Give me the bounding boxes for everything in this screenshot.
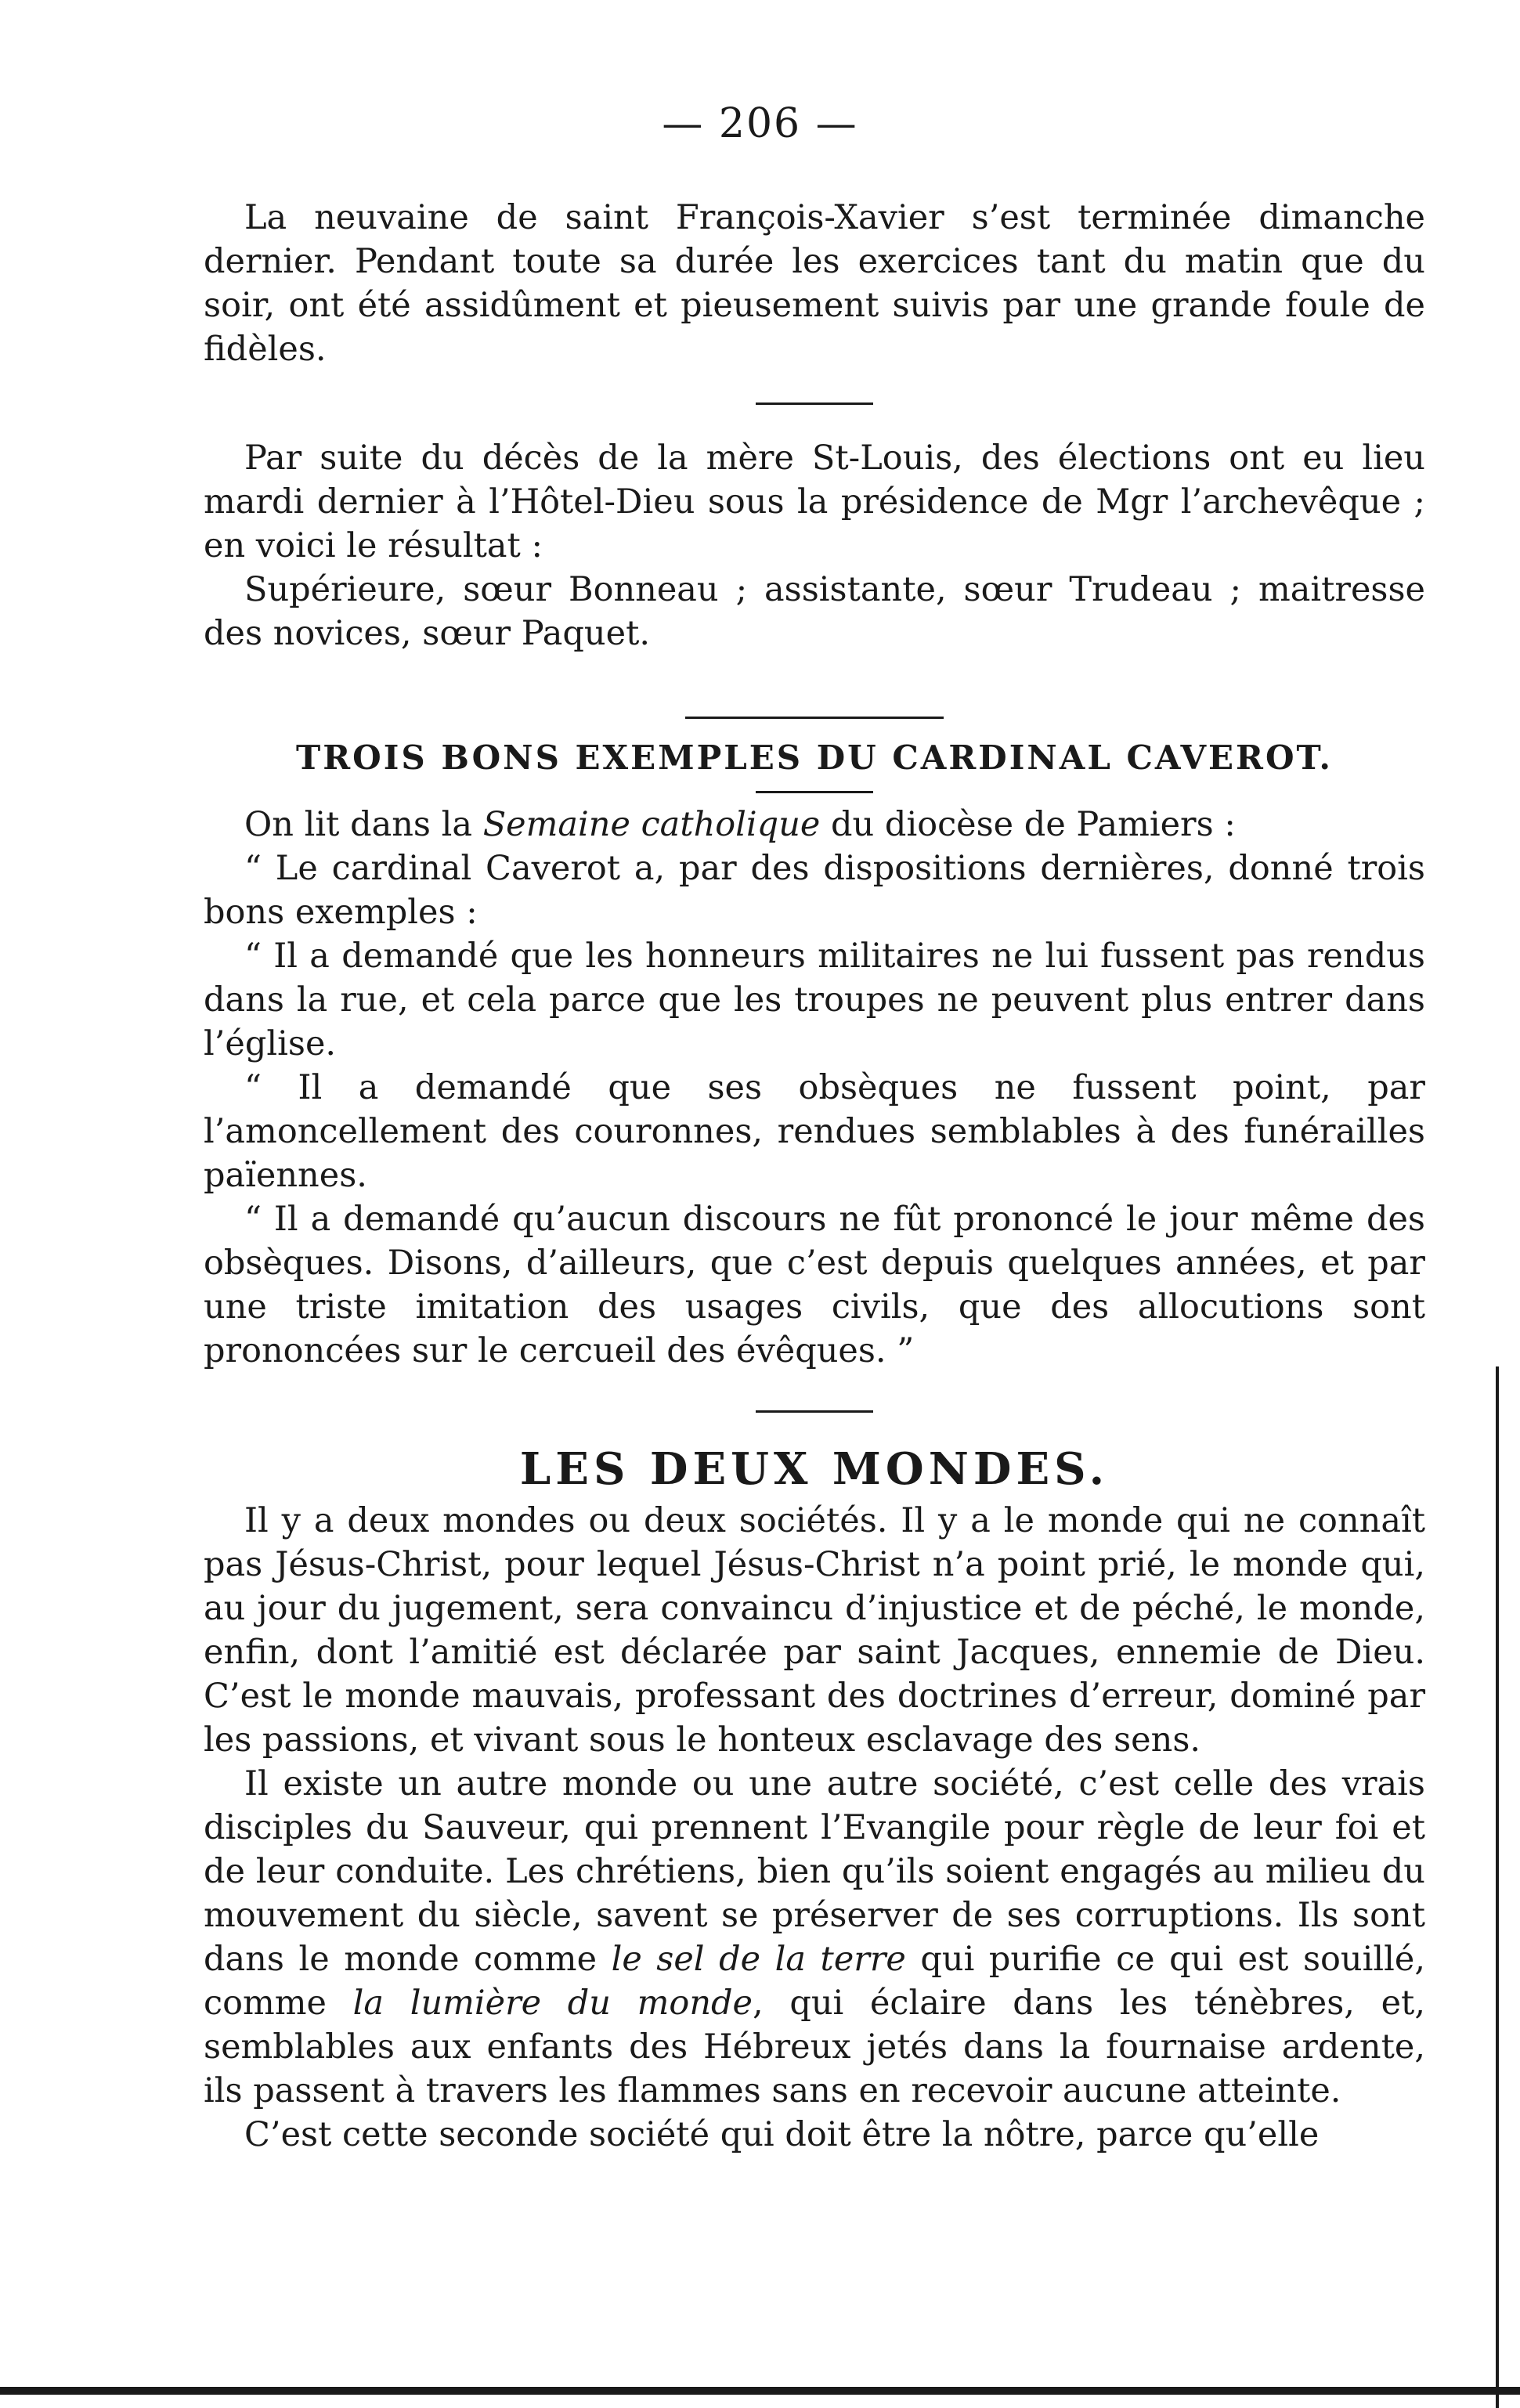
paragraph-first-world: Il y a deux mondes ou deux sociétés. Il y a le monde qui ne connaît pas Jésus-Christ, pour lequel Jésus-Christ n’a point prié, le monde qui, au jour du jugement, sera convaincu d’injustice et de péché, le monde, enfin, dont l’amitié est déclarée par saint Jacques, ennemie de Dieu. C’est le monde mauvais, professant des doctrines d’erreur, dominé par les passions, et vivant sous le honteux esclavage des sens. <box>204 1501 1425 1760</box>
text-column <box>204 196 1425 2157</box>
text-segment: , qui éclaire dans les ténèbres, et, semblables aux enfants des Hébreux jetés dans la fournaise ardente, ils passent à travers les flammes sans en recevoir aucune atteinte. <box>204 1984 1426 2110</box>
text-segment: Il existe un autre monde ou une autre société, c’est celle des vrais disciples du Sauveur, qui prennent l’Evangile pour règle de leur foi et de leur conduite. Les chrétiens, bien qu’ils soient engagés au milieu du mouvement du siècle, savent se préserver de ses corruptions. Ils sont dans le monde comme <box>204 1764 1425 1979</box>
section-heading-two-worlds: LES DEUX MONDES. <box>519 1443 1110 1495</box>
page-bottom-band <box>0 2387 1520 2395</box>
paragraph-elections: Par suite du décès de la mère St-Louis, des élections ont eu lieu mardi dernier à l’Hôtel-Dieu sous la présidence de Mgr l’archevêque ; en voici le résultat : <box>204 439 1425 565</box>
paragraph-conclusion: C’est cette seconde société qui doit être la nôtre, parce qu’elle <box>244 2115 1320 2154</box>
source-intro-text: On lit dans la <box>244 805 483 844</box>
italic-phrase: le sel de la terre <box>611 1940 906 1979</box>
paragraph-quote-intro: “ Le cardinal Caverot a, par des dispositions dernières, donné trois bons exemples : <box>204 849 1425 932</box>
source-outro-text: du diocèse de Pamiers : <box>820 805 1236 844</box>
paragraph-second-world <box>204 1762 1425 2113</box>
section-heading-cardinal: TROIS BONS EXEMPLES DU CARDINAL CAVEROT. <box>295 738 1334 777</box>
paragraph-honours: “ Il a demandé que les honneurs militaires ne lui fussent pas rendus dans la rue, et cela parce que les troupes ne peuvent plus entrer dans l’église. <box>204 937 1425 1063</box>
paragraph-source <box>204 803 1425 847</box>
paragraph-novena: La neuvaine de saint François-Xavier s’est terminée dimanche dernier. Pendant toute sa durée les exercices tant du matin que du soir, ont été assidûment et pieusement suivis par une grande foule de fidèles. <box>204 198 1425 369</box>
text-segment: qui purifie ce qui est souillé, comme <box>204 1940 1425 2023</box>
paragraph-election-results: Supérieure, sœur Bonneau ; assistante, sœur Trudeau ; maitresse des novices, sœur Paquet. <box>204 570 1425 653</box>
publication-title: Semaine catholique <box>482 805 821 844</box>
separator-rule <box>685 717 944 719</box>
paragraph-funeral: “ Il a demandé que ses obsèques ne fussent point, par l’amoncellement des couronnes, rendues semblables à des funérailles païennes. <box>204 1068 1425 1195</box>
paragraph-speeches: “ Il a demandé qu’aucun discours ne fût prononcé le jour même des obsèques. Disons, d’ailleurs, que c’est depuis quelques années, et par une triste imitation des usages civils, que des allocutions sont prononcées sur le cercueil des évêques. ” <box>204 1200 1425 1370</box>
italic-phrase: la lumière du monde <box>352 1984 753 2023</box>
page-edge-line <box>1496 1366 1499 2408</box>
page-number: — 206 — <box>662 100 858 147</box>
